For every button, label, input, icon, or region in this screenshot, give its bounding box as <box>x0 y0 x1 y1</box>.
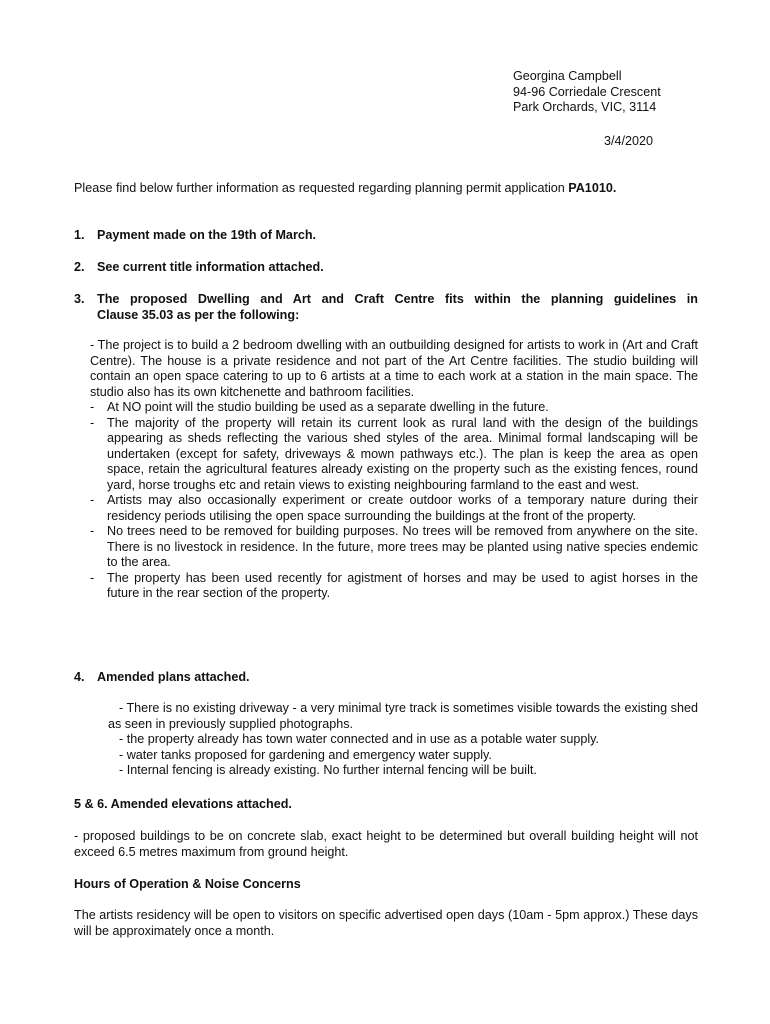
section-4-line: - water tanks proposed for gardening and emergency water supply. <box>119 747 492 762</box>
item-4-heading <box>74 670 714 686</box>
hours-heading: Hours of Operation & Noise Concerns <box>74 877 301 891</box>
item-1-heading <box>74 228 714 244</box>
item-title-line1: The proposed Dwelling and Art and Craft Centre fits within the planning guidelines in <box>97 292 698 306</box>
sender-name: Georgina Campbell <box>513 69 622 83</box>
sender-suburb: Park Orchards, VIC, 3114 <box>513 100 657 114</box>
list-item: - No trees need to be removed for building purposes. No trees will be removed from anywhere on the site. There is no livestock in residence. In the future, more trees may be planted using native species endemic to the area. <box>90 524 698 569</box>
item-number: 3. <box>74 292 85 306</box>
section-3-body <box>90 338 698 602</box>
list-item: - The majority of the property will retain its current look as rural land with the design of the buildings appearing as sheds reflecting the various shed styles of the area. Minimal formal landscaping will be undertaken (except for safety, driveways & mown pathways etc.). The plan is keep the area as open space, retain the agricultural features already existing on the property such as the existing fences, round yard, horse troughs etc and retain views to existing neighbouring farmland to the east and west. <box>90 415 698 492</box>
item-title: Amended plans attached. <box>97 670 250 684</box>
intro-paragraph <box>74 181 714 197</box>
list-item: - At NO point will the studio building be used as a separate dwelling in the future. <box>90 400 549 414</box>
item-2-heading <box>74 260 714 276</box>
intro-text: Please find below further information as requested regarding planning permit application <box>74 181 569 195</box>
item-title-line2: Clause 35.03 as per the following: <box>97 307 300 322</box>
section-5-6-heading: 5 & 6. Amended elevations attached. <box>74 797 292 811</box>
section-4-line: - Internal fencing is already existing. No further internal fencing will be built. <box>119 763 537 777</box>
list-item: - The property has been used recently for agistment of horses and may be used to agist horses in the future in the rear section of the property. <box>90 570 698 600</box>
item-number: 4. <box>74 670 85 684</box>
section-3-intro: - The project is to build a 2 bedroom dwelling with an outbuilding designed for artists to work in (Art and Craft Centre). The house is a private residence and not part of the Art Centre facilities. The studio building will contain an open space catering to up to 6 artists at a time to each work at a station in the main space. The studio also has its own kitchenette and bathroom facilities. <box>90 338 698 399</box>
hours-body: The artists residency will be open to visitors on specific advertised open days (10am - 5pm approx.) These days will be approximately once a month. <box>74 908 698 938</box>
section-4-first: - There is no existing driveway - a very minimal tyre track is sometimes visible towards the existing shed as seen in previously supplied photographs. <box>108 701 698 731</box>
sender-address <box>513 69 753 116</box>
letter-date: 3/4/2020 <box>604 134 654 148</box>
application-ref: PA1010. <box>568 181 617 195</box>
item-number: 1. <box>74 228 85 242</box>
section-5-6-body: - proposed buildings to be on concrete slab, exact height to be determined but overall building height will not exceed 6.5 metres maximum from ground height. <box>74 829 698 859</box>
section-4-body <box>108 701 698 779</box>
list-item: - Artists may also occasionally experiment or create outdoor works of a temporary nature during their residency periods utilising the open space surrounding the buildings at the front of the property. <box>90 493 698 523</box>
section-4-line: - the property already has town water connected and in use as a potable water supply. <box>119 732 600 746</box>
item-3-heading <box>74 292 698 323</box>
item-number: 2. <box>74 260 85 274</box>
item-title: Payment made on the 19th of March. <box>97 228 317 242</box>
sender-street: 94-96 Corriedale Crescent <box>513 84 661 99</box>
item-title: See current title information attached. <box>97 260 324 274</box>
